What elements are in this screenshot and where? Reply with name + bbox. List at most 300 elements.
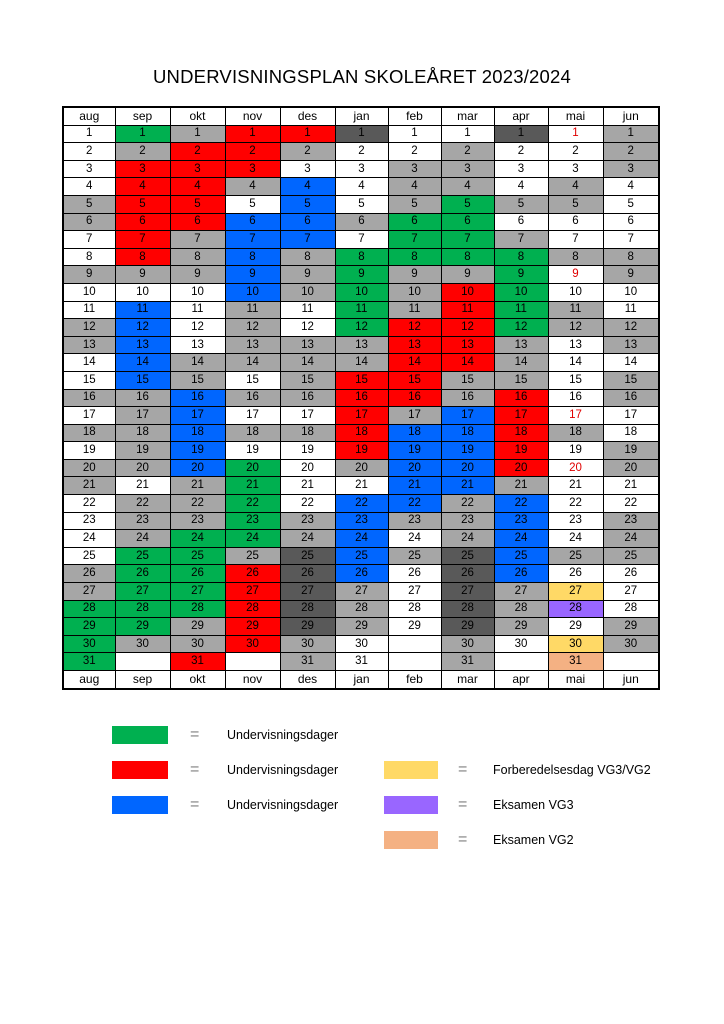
day-cell-mar-4: 4 — [441, 178, 494, 196]
legend-swatch — [112, 726, 168, 744]
day-cell-mai-9: 9 — [548, 266, 603, 284]
day-row — [63, 600, 659, 618]
day-cell-feb-31 — [388, 653, 441, 671]
day-cell-apr-12: 12 — [494, 319, 548, 337]
month-header-jan: jan — [335, 671, 388, 689]
day-cell-apr-17: 17 — [494, 407, 548, 425]
day-cell-aug-5: 5 — [63, 195, 115, 213]
day-cell-aug-12: 12 — [63, 319, 115, 337]
day-cell-feb-30 — [388, 635, 441, 653]
equals-sign: = — [190, 726, 200, 743]
day-row — [63, 195, 659, 213]
day-cell-des-1: 1 — [280, 125, 335, 143]
month-header-apr: apr — [494, 671, 548, 689]
month-header-feb: feb — [388, 671, 441, 689]
day-cell-okt-7: 7 — [170, 231, 225, 249]
day-cell-aug-29: 29 — [63, 618, 115, 636]
day-cell-aug-21: 21 — [63, 477, 115, 495]
day-cell-mai-27: 27 — [548, 583, 603, 601]
day-cell-okt-14: 14 — [170, 354, 225, 372]
day-cell-aug-1: 1 — [63, 125, 115, 143]
day-cell-aug-13: 13 — [63, 336, 115, 354]
day-cell-sep-29: 29 — [115, 618, 170, 636]
day-cell-apr-9: 9 — [494, 266, 548, 284]
day-cell-sep-4: 4 — [115, 178, 170, 196]
day-cell-mar-28: 28 — [441, 600, 494, 618]
day-cell-feb-3: 3 — [388, 160, 441, 178]
day-cell-nov-5: 5 — [225, 195, 280, 213]
day-cell-sep-1: 1 — [115, 125, 170, 143]
day-cell-sep-5: 5 — [115, 195, 170, 213]
day-cell-jun-5: 5 — [603, 195, 659, 213]
day-cell-sep-17: 17 — [115, 407, 170, 425]
day-cell-aug-17: 17 — [63, 407, 115, 425]
day-cell-okt-11: 11 — [170, 301, 225, 319]
day-cell-des-30: 30 — [280, 635, 335, 653]
day-cell-mar-14: 14 — [441, 354, 494, 372]
day-cell-feb-18: 18 — [388, 424, 441, 442]
day-cell-jun-3: 3 — [603, 160, 659, 178]
day-cell-jun-1: 1 — [603, 125, 659, 143]
day-cell-mai-31: 31 — [548, 653, 603, 671]
day-cell-aug-26: 26 — [63, 565, 115, 583]
day-cell-nov-30: 30 — [225, 635, 280, 653]
day-cell-jan-23: 23 — [335, 512, 388, 530]
day-cell-des-21: 21 — [280, 477, 335, 495]
day-cell-okt-31: 31 — [170, 653, 225, 671]
day-cell-aug-3: 3 — [63, 160, 115, 178]
day-cell-sep-21: 21 — [115, 477, 170, 495]
day-cell-des-14: 14 — [280, 354, 335, 372]
day-cell-mai-5: 5 — [548, 195, 603, 213]
day-cell-apr-19: 19 — [494, 442, 548, 460]
day-cell-apr-13: 13 — [494, 336, 548, 354]
day-cell-mai-8: 8 — [548, 248, 603, 266]
day-row — [63, 512, 659, 530]
day-cell-des-15: 15 — [280, 371, 335, 389]
day-cell-apr-11: 11 — [494, 301, 548, 319]
day-cell-mar-17: 17 — [441, 407, 494, 425]
day-row — [63, 459, 659, 477]
day-row — [63, 354, 659, 372]
day-cell-sep-13: 13 — [115, 336, 170, 354]
month-header-mai: mai — [548, 107, 603, 125]
day-cell-okt-8: 8 — [170, 248, 225, 266]
day-cell-jun-12: 12 — [603, 319, 659, 337]
day-cell-okt-5: 5 — [170, 195, 225, 213]
day-cell-jun-22: 22 — [603, 495, 659, 513]
day-cell-jun-10: 10 — [603, 283, 659, 301]
day-cell-jun-29: 29 — [603, 618, 659, 636]
day-cell-aug-8: 8 — [63, 248, 115, 266]
day-row — [63, 530, 659, 548]
day-cell-mar-21: 21 — [441, 477, 494, 495]
day-cell-nov-28: 28 — [225, 600, 280, 618]
month-header-mar: mar — [441, 107, 494, 125]
day-cell-nov-3: 3 — [225, 160, 280, 178]
legend-label: Eksamen VG2 — [493, 833, 574, 847]
day-cell-mar-12: 12 — [441, 319, 494, 337]
day-cell-des-25: 25 — [280, 547, 335, 565]
day-cell-nov-7: 7 — [225, 231, 280, 249]
day-cell-sep-25: 25 — [115, 547, 170, 565]
day-cell-nov-13: 13 — [225, 336, 280, 354]
day-row — [63, 213, 659, 231]
day-cell-mar-7: 7 — [441, 231, 494, 249]
day-cell-apr-25: 25 — [494, 547, 548, 565]
equals-sign: = — [190, 796, 200, 813]
day-cell-aug-11: 11 — [63, 301, 115, 319]
day-cell-okt-28: 28 — [170, 600, 225, 618]
day-cell-des-29: 29 — [280, 618, 335, 636]
day-cell-jan-10: 10 — [335, 283, 388, 301]
day-cell-nov-15: 15 — [225, 371, 280, 389]
day-cell-okt-3: 3 — [170, 160, 225, 178]
day-cell-mar-20: 20 — [441, 459, 494, 477]
day-cell-jan-17: 17 — [335, 407, 388, 425]
day-cell-mai-16: 16 — [548, 389, 603, 407]
day-cell-mar-22: 22 — [441, 495, 494, 513]
day-cell-mar-5: 5 — [441, 195, 494, 213]
day-cell-aug-23: 23 — [63, 512, 115, 530]
day-cell-jan-24: 24 — [335, 530, 388, 548]
day-cell-mai-22: 22 — [548, 495, 603, 513]
day-cell-jun-15: 15 — [603, 371, 659, 389]
day-cell-mai-10: 10 — [548, 283, 603, 301]
day-cell-jan-2: 2 — [335, 143, 388, 161]
day-cell-jan-11: 11 — [335, 301, 388, 319]
day-cell-apr-1: 1 — [494, 125, 548, 143]
day-cell-aug-18: 18 — [63, 424, 115, 442]
equals-sign: = — [458, 831, 468, 848]
day-row — [63, 266, 659, 284]
day-cell-feb-19: 19 — [388, 442, 441, 460]
day-cell-nov-29: 29 — [225, 618, 280, 636]
day-cell-nov-31 — [225, 653, 280, 671]
day-cell-aug-10: 10 — [63, 283, 115, 301]
day-cell-jan-20: 20 — [335, 459, 388, 477]
day-cell-nov-20: 20 — [225, 459, 280, 477]
day-cell-sep-18: 18 — [115, 424, 170, 442]
day-cell-jun-21: 21 — [603, 477, 659, 495]
day-cell-des-19: 19 — [280, 442, 335, 460]
day-row — [63, 178, 659, 196]
day-cell-jan-5: 5 — [335, 195, 388, 213]
day-cell-nov-27: 27 — [225, 583, 280, 601]
day-cell-aug-7: 7 — [63, 231, 115, 249]
day-row — [63, 407, 659, 425]
equals-sign: = — [458, 761, 468, 778]
day-cell-jan-8: 8 — [335, 248, 388, 266]
day-cell-okt-18: 18 — [170, 424, 225, 442]
legend-swatch — [384, 796, 438, 814]
day-row — [63, 583, 659, 601]
day-cell-jan-15: 15 — [335, 371, 388, 389]
day-cell-mar-23: 23 — [441, 512, 494, 530]
day-cell-aug-9: 9 — [63, 266, 115, 284]
day-cell-jun-20: 20 — [603, 459, 659, 477]
day-cell-mar-19: 19 — [441, 442, 494, 460]
day-cell-nov-23: 23 — [225, 512, 280, 530]
day-cell-mar-1: 1 — [441, 125, 494, 143]
day-cell-sep-31 — [115, 653, 170, 671]
day-cell-sep-30: 30 — [115, 635, 170, 653]
day-cell-nov-4: 4 — [225, 178, 280, 196]
day-cell-feb-12: 12 — [388, 319, 441, 337]
day-cell-aug-25: 25 — [63, 547, 115, 565]
day-cell-jan-7: 7 — [335, 231, 388, 249]
day-cell-jun-4: 4 — [603, 178, 659, 196]
day-cell-jun-31 — [603, 653, 659, 671]
day-cell-jun-24: 24 — [603, 530, 659, 548]
day-cell-jan-29: 29 — [335, 618, 388, 636]
day-cell-sep-22: 22 — [115, 495, 170, 513]
day-cell-des-9: 9 — [280, 266, 335, 284]
day-row — [63, 336, 659, 354]
day-cell-okt-1: 1 — [170, 125, 225, 143]
day-cell-mai-12: 12 — [548, 319, 603, 337]
day-cell-mai-23: 23 — [548, 512, 603, 530]
day-cell-apr-26: 26 — [494, 565, 548, 583]
day-cell-apr-23: 23 — [494, 512, 548, 530]
day-cell-apr-27: 27 — [494, 583, 548, 601]
day-cell-feb-27: 27 — [388, 583, 441, 601]
day-cell-mai-25: 25 — [548, 547, 603, 565]
day-cell-jan-13: 13 — [335, 336, 388, 354]
day-cell-nov-22: 22 — [225, 495, 280, 513]
page-title: UNDERVISNINGSPLAN SKOLEÅRET 2023/2024 — [152, 66, 571, 87]
day-row — [63, 635, 659, 653]
day-cell-jan-19: 19 — [335, 442, 388, 460]
day-cell-okt-17: 17 — [170, 407, 225, 425]
day-cell-sep-23: 23 — [115, 512, 170, 530]
day-cell-jun-27: 27 — [603, 583, 659, 601]
day-cell-des-10: 10 — [280, 283, 335, 301]
day-cell-mai-11: 11 — [548, 301, 603, 319]
month-header-des: des — [280, 671, 335, 689]
day-cell-sep-24: 24 — [115, 530, 170, 548]
day-cell-nov-2: 2 — [225, 143, 280, 161]
day-cell-des-7: 7 — [280, 231, 335, 249]
day-cell-nov-24: 24 — [225, 530, 280, 548]
day-cell-des-3: 3 — [280, 160, 335, 178]
day-cell-feb-23: 23 — [388, 512, 441, 530]
day-cell-okt-15: 15 — [170, 371, 225, 389]
day-cell-mar-16: 16 — [441, 389, 494, 407]
month-header-row-top — [63, 107, 659, 125]
day-cell-des-4: 4 — [280, 178, 335, 196]
day-cell-sep-3: 3 — [115, 160, 170, 178]
day-cell-okt-23: 23 — [170, 512, 225, 530]
day-cell-feb-4: 4 — [388, 178, 441, 196]
day-cell-feb-5: 5 — [388, 195, 441, 213]
legend-swatch — [112, 796, 168, 814]
day-row — [63, 160, 659, 178]
calendar-table — [62, 106, 660, 690]
day-cell-des-16: 16 — [280, 389, 335, 407]
day-cell-nov-21: 21 — [225, 477, 280, 495]
day-cell-sep-28: 28 — [115, 600, 170, 618]
equals-sign: = — [190, 761, 200, 778]
day-cell-mar-18: 18 — [441, 424, 494, 442]
day-cell-feb-29: 29 — [388, 618, 441, 636]
day-cell-nov-8: 8 — [225, 248, 280, 266]
day-cell-okt-10: 10 — [170, 283, 225, 301]
month-header-des: des — [280, 107, 335, 125]
day-cell-mai-29: 29 — [548, 618, 603, 636]
day-cell-sep-14: 14 — [115, 354, 170, 372]
day-cell-jun-25: 25 — [603, 547, 659, 565]
day-cell-mai-24: 24 — [548, 530, 603, 548]
day-cell-mar-27: 27 — [441, 583, 494, 601]
day-cell-aug-6: 6 — [63, 213, 115, 231]
day-cell-des-6: 6 — [280, 213, 335, 231]
day-cell-sep-2: 2 — [115, 143, 170, 161]
day-cell-des-11: 11 — [280, 301, 335, 319]
day-cell-mai-19: 19 — [548, 442, 603, 460]
day-row — [63, 389, 659, 407]
day-row — [63, 565, 659, 583]
day-cell-jan-16: 16 — [335, 389, 388, 407]
day-cell-des-2: 2 — [280, 143, 335, 161]
day-cell-okt-30: 30 — [170, 635, 225, 653]
day-cell-mai-6: 6 — [548, 213, 603, 231]
day-cell-des-20: 20 — [280, 459, 335, 477]
day-cell-nov-12: 12 — [225, 319, 280, 337]
day-cell-sep-8: 8 — [115, 248, 170, 266]
day-cell-jun-18: 18 — [603, 424, 659, 442]
day-cell-des-18: 18 — [280, 424, 335, 442]
day-cell-sep-26: 26 — [115, 565, 170, 583]
day-cell-mar-13: 13 — [441, 336, 494, 354]
legend-swatch — [384, 761, 438, 779]
day-cell-nov-14: 14 — [225, 354, 280, 372]
day-cell-feb-9: 9 — [388, 266, 441, 284]
day-cell-nov-6: 6 — [225, 213, 280, 231]
day-cell-feb-2: 2 — [388, 143, 441, 161]
day-cell-jun-17: 17 — [603, 407, 659, 425]
month-header-mar: mar — [441, 671, 494, 689]
day-cell-feb-8: 8 — [388, 248, 441, 266]
day-cell-apr-4: 4 — [494, 178, 548, 196]
day-cell-jun-23: 23 — [603, 512, 659, 530]
month-header-okt: okt — [170, 671, 225, 689]
day-cell-feb-11: 11 — [388, 301, 441, 319]
day-cell-sep-11: 11 — [115, 301, 170, 319]
day-row — [63, 231, 659, 249]
day-cell-sep-15: 15 — [115, 371, 170, 389]
day-cell-jan-27: 27 — [335, 583, 388, 601]
day-cell-jun-6: 6 — [603, 213, 659, 231]
day-cell-jan-18: 18 — [335, 424, 388, 442]
month-header-row-bottom — [63, 671, 659, 689]
day-cell-mai-7: 7 — [548, 231, 603, 249]
day-cell-apr-28: 28 — [494, 600, 548, 618]
day-cell-jun-28: 28 — [603, 600, 659, 618]
day-row — [63, 248, 659, 266]
day-cell-okt-24: 24 — [170, 530, 225, 548]
day-cell-nov-17: 17 — [225, 407, 280, 425]
day-cell-feb-14: 14 — [388, 354, 441, 372]
day-cell-okt-4: 4 — [170, 178, 225, 196]
day-cell-mar-6: 6 — [441, 213, 494, 231]
day-cell-aug-19: 19 — [63, 442, 115, 460]
day-cell-mai-17: 17 — [548, 407, 603, 425]
day-cell-feb-22: 22 — [388, 495, 441, 513]
month-header-feb: feb — [388, 107, 441, 125]
day-cell-apr-7: 7 — [494, 231, 548, 249]
day-cell-des-23: 23 — [280, 512, 335, 530]
day-cell-okt-22: 22 — [170, 495, 225, 513]
day-cell-sep-7: 7 — [115, 231, 170, 249]
day-cell-jan-9: 9 — [335, 266, 388, 284]
day-cell-okt-9: 9 — [170, 266, 225, 284]
day-cell-feb-20: 20 — [388, 459, 441, 477]
day-cell-sep-9: 9 — [115, 266, 170, 284]
day-cell-mar-10: 10 — [441, 283, 494, 301]
day-cell-feb-15: 15 — [388, 371, 441, 389]
day-cell-jan-25: 25 — [335, 547, 388, 565]
day-cell-mai-28: 28 — [548, 600, 603, 618]
day-cell-mar-11: 11 — [441, 301, 494, 319]
day-cell-sep-16: 16 — [115, 389, 170, 407]
day-cell-mai-18: 18 — [548, 424, 603, 442]
day-cell-mar-29: 29 — [441, 618, 494, 636]
day-cell-nov-11: 11 — [225, 301, 280, 319]
day-row — [63, 319, 659, 337]
day-cell-jan-3: 3 — [335, 160, 388, 178]
legend-swatch — [112, 761, 168, 779]
day-cell-apr-10: 10 — [494, 283, 548, 301]
day-cell-apr-24: 24 — [494, 530, 548, 548]
day-cell-sep-20: 20 — [115, 459, 170, 477]
legend-label: Undervisningsdager — [227, 798, 339, 812]
day-cell-mar-26: 26 — [441, 565, 494, 583]
day-cell-aug-28: 28 — [63, 600, 115, 618]
day-cell-mai-26: 26 — [548, 565, 603, 583]
day-cell-aug-22: 22 — [63, 495, 115, 513]
day-cell-sep-27: 27 — [115, 583, 170, 601]
day-cell-jan-31: 31 — [335, 653, 388, 671]
day-cell-okt-25: 25 — [170, 547, 225, 565]
day-cell-apr-3: 3 — [494, 160, 548, 178]
legend-label: Eksamen VG3 — [493, 798, 574, 812]
day-cell-sep-6: 6 — [115, 213, 170, 231]
day-cell-feb-16: 16 — [388, 389, 441, 407]
day-cell-okt-6: 6 — [170, 213, 225, 231]
day-cell-mai-15: 15 — [548, 371, 603, 389]
day-cell-jun-13: 13 — [603, 336, 659, 354]
day-cell-mai-30: 30 — [548, 635, 603, 653]
day-cell-des-26: 26 — [280, 565, 335, 583]
day-cell-feb-6: 6 — [388, 213, 441, 231]
day-cell-aug-4: 4 — [63, 178, 115, 196]
month-header-aug: aug — [63, 107, 115, 125]
day-cell-feb-10: 10 — [388, 283, 441, 301]
day-cell-apr-21: 21 — [494, 477, 548, 495]
day-cell-apr-8: 8 — [494, 248, 548, 266]
day-cell-mar-24: 24 — [441, 530, 494, 548]
day-cell-mai-4: 4 — [548, 178, 603, 196]
legend-swatch — [384, 831, 438, 849]
day-row — [63, 547, 659, 565]
day-cell-mai-20: 20 — [548, 459, 603, 477]
day-cell-mar-31: 31 — [441, 653, 494, 671]
day-cell-jun-9: 9 — [603, 266, 659, 284]
day-cell-nov-16: 16 — [225, 389, 280, 407]
day-cell-nov-26: 26 — [225, 565, 280, 583]
month-header-jun: jun — [603, 671, 659, 689]
